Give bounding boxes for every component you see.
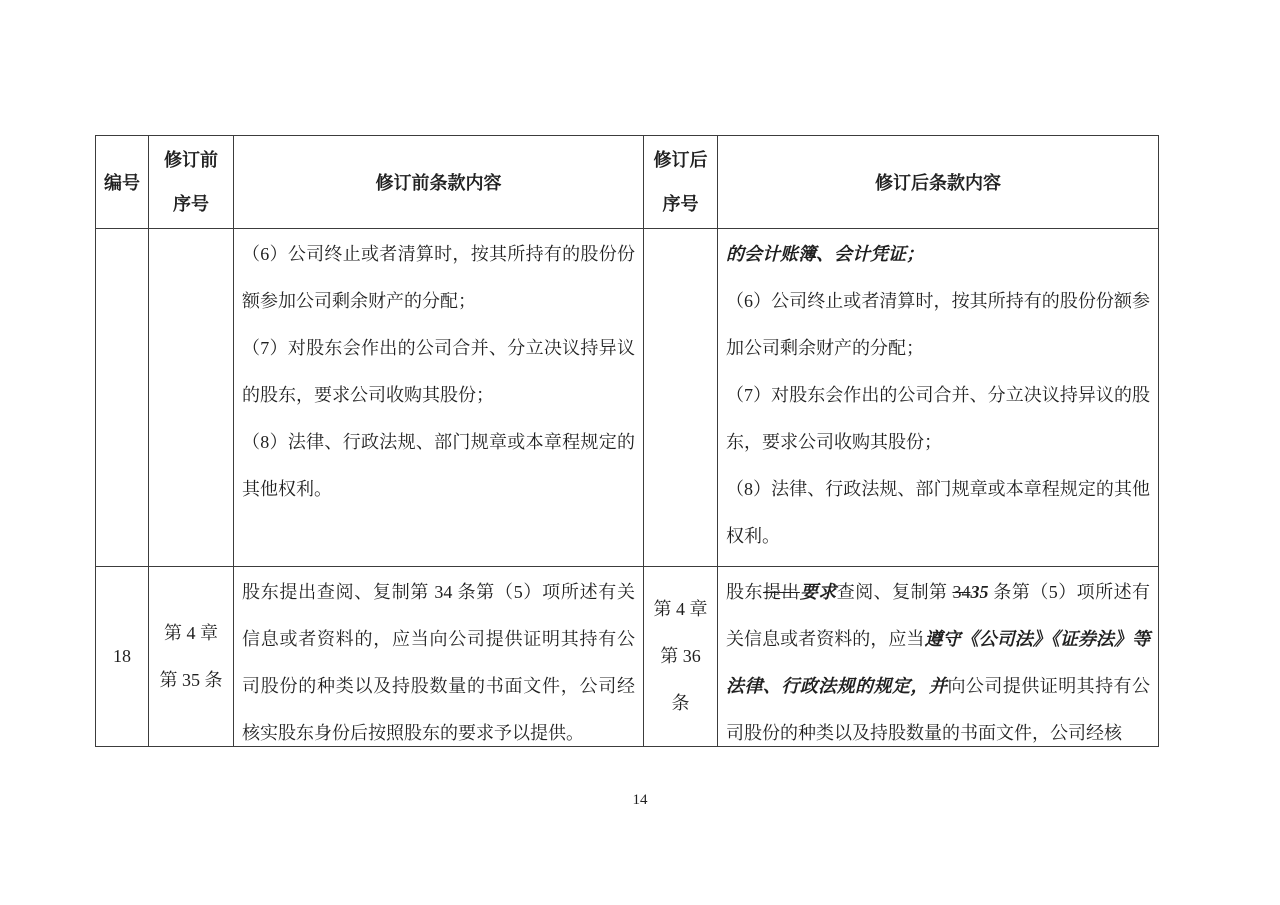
text-segment: （6）公司终止或者清算时，按其所持有的股份份额参加公司剩余财产的分配； (726, 291, 1150, 358)
text-line: 第 4 章 (164, 622, 218, 643)
text-segment: （6）公司终止或者清算时，按其所持有的股份份额参加公司剩余财产的分配； (242, 244, 635, 311)
text-segment: （8）法律、行政法规、部门规章或本章程规定的其他权利。 (242, 432, 635, 499)
text-segment: 条第（5）项所述有关信息或者资料的，应当 (726, 582, 1151, 649)
text-segment: 34 (952, 582, 971, 602)
header-before-serial (149, 136, 234, 229)
header-id: 编号 (96, 136, 149, 229)
text-line: 修订前 (164, 150, 218, 170)
after-serial-cell (644, 567, 718, 747)
before-serial-cell (149, 567, 234, 747)
text-segment: 的会计账簿、会计凭证； (726, 244, 924, 264)
after-serial-cell (644, 229, 718, 567)
paragraph (726, 231, 1150, 278)
after-content-cell (718, 229, 1159, 567)
paragraph (726, 372, 1150, 466)
text-line: 条 (671, 693, 690, 713)
paragraph (726, 278, 1150, 372)
after-content-text (718, 567, 1158, 744)
text-segment: （7）对股东会作出的公司合并、分立决议持异议的股东，要求公司收购其股份； (242, 338, 635, 405)
row-id-cell (96, 229, 149, 567)
revision-comparison-table (95, 135, 1159, 747)
paragraph (242, 325, 635, 419)
after-content-text (718, 229, 1158, 560)
before-content-cell (234, 567, 644, 747)
page-number: 14 (632, 792, 648, 808)
text-segment: 向公司提供证明其持有公司股份的种类以及持股数量的书面文件，公司经核 (726, 676, 1151, 743)
before-content-text (234, 567, 643, 744)
before-content-text (234, 229, 643, 513)
header-after-content: 修订后条款内容 (718, 136, 1159, 229)
header-before-content: 修订前条款内容 (234, 136, 644, 229)
table-row (96, 567, 1159, 747)
text-segment: 股东 (726, 582, 763, 602)
text-segment: 要求 (799, 582, 837, 602)
text-segment: 查阅、复制第 (836, 582, 953, 602)
table-row (96, 229, 1159, 567)
after-content-cell (718, 567, 1159, 747)
row-id-cell: 18 (96, 567, 149, 747)
text-segment: 遵守《公司法》《证券法》等法律、行政法规的规定，并 (726, 629, 1151, 696)
paragraph (726, 569, 1150, 744)
table-header-row (96, 136, 1159, 229)
paragraph (242, 231, 635, 325)
before-content-cell (234, 229, 644, 567)
text-segment: 35 (970, 582, 989, 602)
header-after-serial (644, 136, 718, 229)
text-line: 序号 (173, 194, 209, 214)
paragraph (242, 569, 635, 744)
text-line: 第 4 章 (653, 599, 708, 619)
text-segment: 提出 (762, 582, 800, 602)
text-segment: （8）法律、行政法规、部门规章或本章程规定的其他权利。 (726, 479, 1150, 546)
text-line: 第 35 条 (159, 669, 223, 690)
before-serial-cell (149, 229, 234, 567)
paragraph (242, 419, 635, 513)
text-line: 第 36 (660, 646, 701, 666)
paragraph (726, 466, 1150, 560)
text-line: 序号 (662, 194, 699, 214)
text-line: 修订后 (653, 150, 708, 170)
text-segment: 股东提出查阅、复制第 34 条第（5）项所述有关信息或者资料的，应当向公司提供证明其持有公司股份的种类以及持股数量的书面文件，公司经核实股东身份后按照股东的要求予以提供。 (242, 582, 635, 743)
text-segment: （7）对股东会作出的公司合并、分立决议持异议的股东，要求公司收购其股份； (726, 385, 1150, 452)
